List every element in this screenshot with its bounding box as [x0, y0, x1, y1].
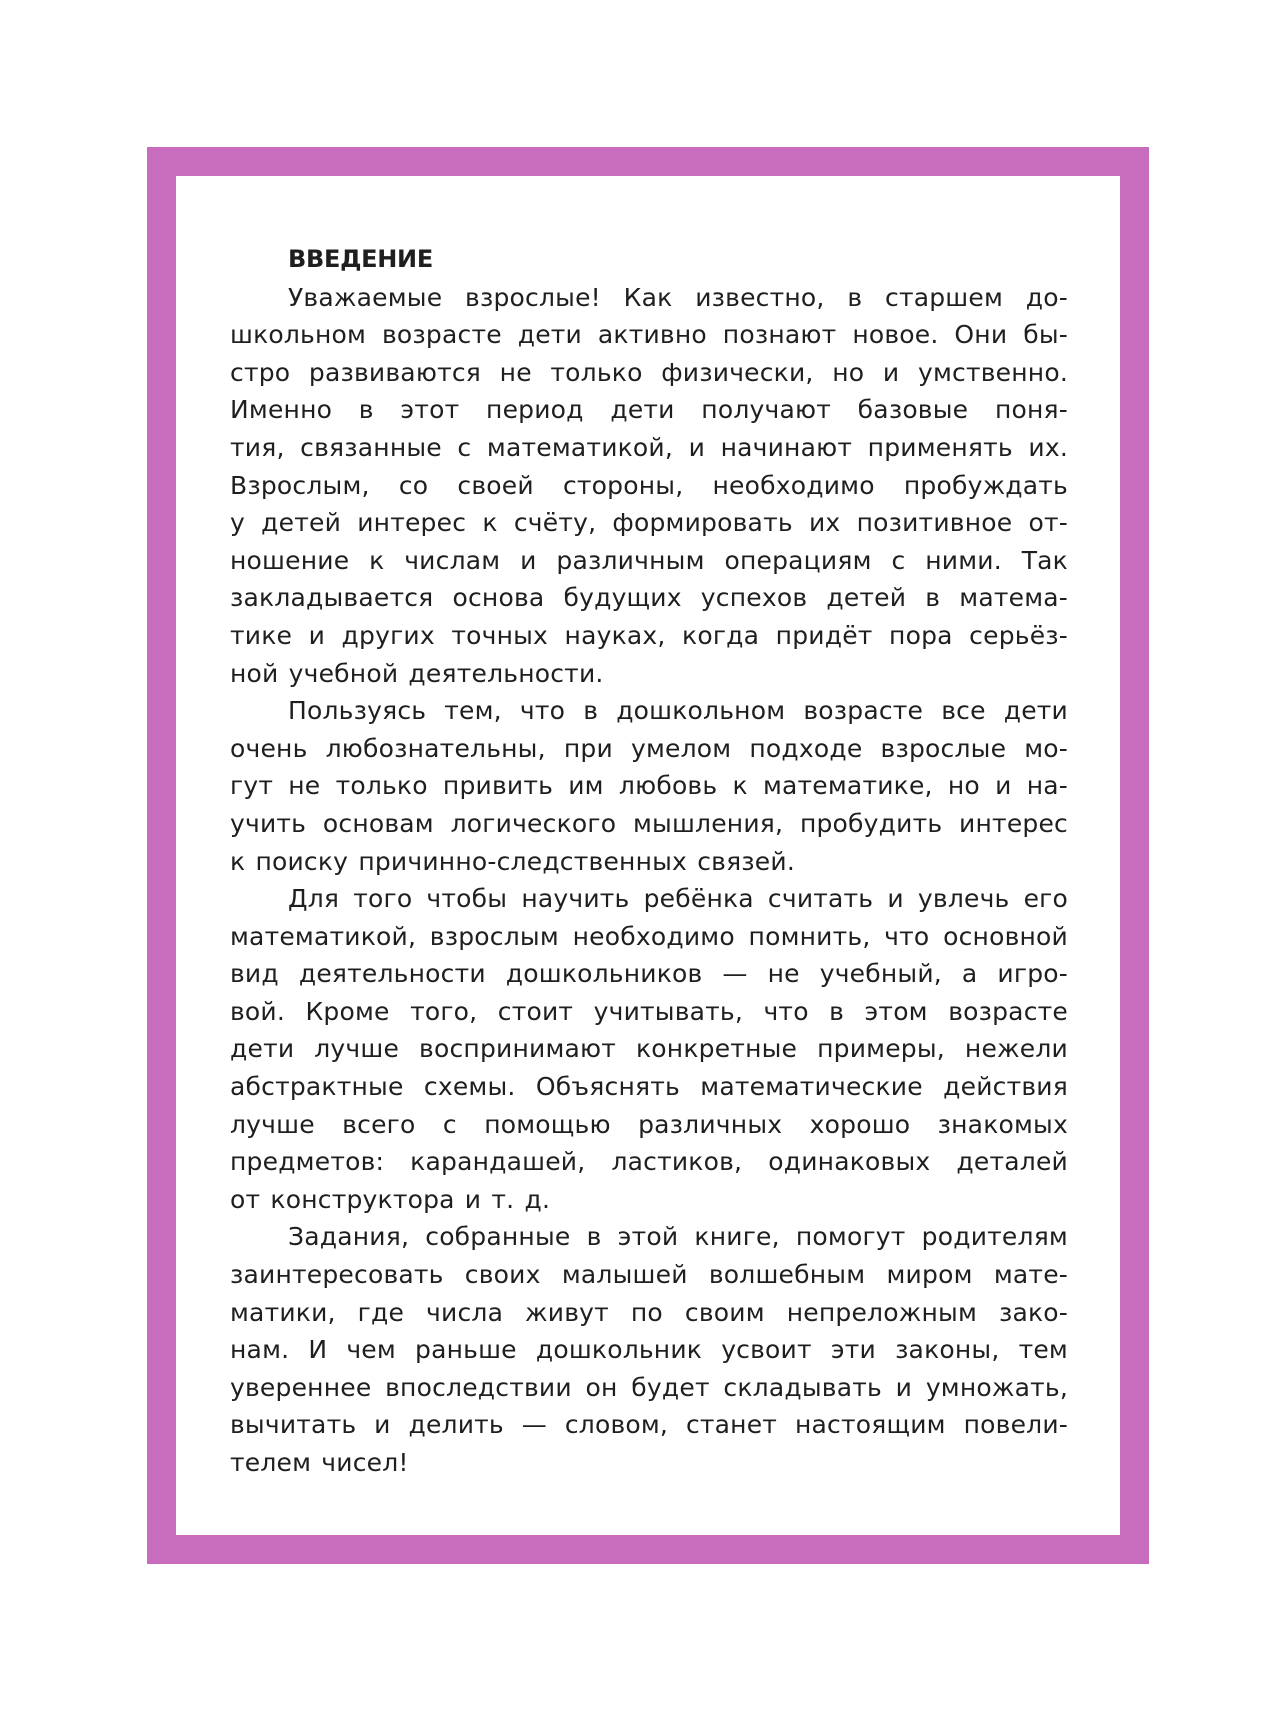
text-line: Взрослым, со своей стороны, необходимо пробуждать — [230, 470, 1068, 500]
text-line: Уважаемые взрослые! Как известно, в старшем до- — [288, 282, 1068, 312]
paragraph-4 — [230, 1218, 1068, 1481]
text-line: учить основам логического мышления, пробудить интерес — [230, 808, 1068, 838]
intro-text — [230, 241, 1068, 1482]
text-line: нам. И чем раньше дошкольник усвоит эти законы, тем — [230, 1335, 1068, 1365]
text-line: вычитать и делить — словом, станет настоящим повели- — [230, 1410, 1068, 1440]
text-line: математикой, взрослым необходимо помнить, что основной — [230, 921, 1068, 951]
text-line: тия, связанные с математикой, и начинают применять их. — [230, 432, 1068, 462]
text-line: Именно в этот период дети получают базовые поня- — [230, 395, 1068, 425]
paragraph-3 — [230, 880, 1068, 1218]
text-line: телем чисел! — [230, 1448, 409, 1477]
text-line: увереннее впоследствии он будет складывать и умножать, — [230, 1372, 1068, 1402]
text-line: Для того чтобы научить ребёнка считать и увлечь его — [288, 884, 1068, 914]
text-line: очень любознательны, при умелом подходе взрослые мо- — [230, 733, 1068, 763]
text-line: тике и других точных науках, когда придёт пора серьёз- — [230, 620, 1068, 650]
paragraph-1 — [230, 279, 1068, 693]
text-line: закладывается основа будущих успехов детей в матема- — [230, 583, 1068, 613]
text-line: стро развиваются не только физически, но и умственно. — [230, 357, 1068, 387]
text-line: ношение к числам и различным операциям с ними. Так — [230, 545, 1068, 575]
text-line: к поиску причинно-следственных связей. — [230, 846, 795, 876]
text-line: школьном возрасте дети активно познают новое. Они бы- — [230, 320, 1068, 350]
text-line: абстрактные схемы. Объяснять математические действия — [230, 1072, 1068, 1102]
page-title: ВВЕДЕНИЕ — [288, 245, 433, 273]
text-line: заинтересовать своих малышей волшебным миром мате- — [230, 1260, 1068, 1290]
text-line: матики, где числа живут по своим непреложным зако- — [230, 1297, 1068, 1327]
paragraph-2 — [230, 692, 1068, 880]
text-line: вой. Кроме того, стоит учитывать, что в этом возрасте — [230, 996, 1068, 1026]
text-line: ной учебной деятельности. — [230, 658, 604, 688]
text-line: от конструктора и т. д. — [230, 1184, 551, 1214]
text-line: гут не только привить им любовь к математике, но и на- — [230, 771, 1068, 801]
text-line: Пользуясь тем, что в дошкольном возрасте все дети — [288, 696, 1068, 726]
text-line: лучше всего с помощью различных хорошо знакомых — [230, 1109, 1068, 1139]
text-line: у детей интерес к счёту, формировать их позитивное от- — [230, 508, 1068, 538]
text-line: дети лучше воспринимают конкретные примеры, нежели — [230, 1034, 1068, 1064]
text-line: Задания, собранные в этой книге, помогут родителям — [288, 1222, 1068, 1252]
text-line: вид деятельности дошкольников — не учебный, а игро- — [230, 959, 1068, 989]
text-line: предметов: карандашей, ластиков, одинаковых деталей — [230, 1147, 1068, 1177]
